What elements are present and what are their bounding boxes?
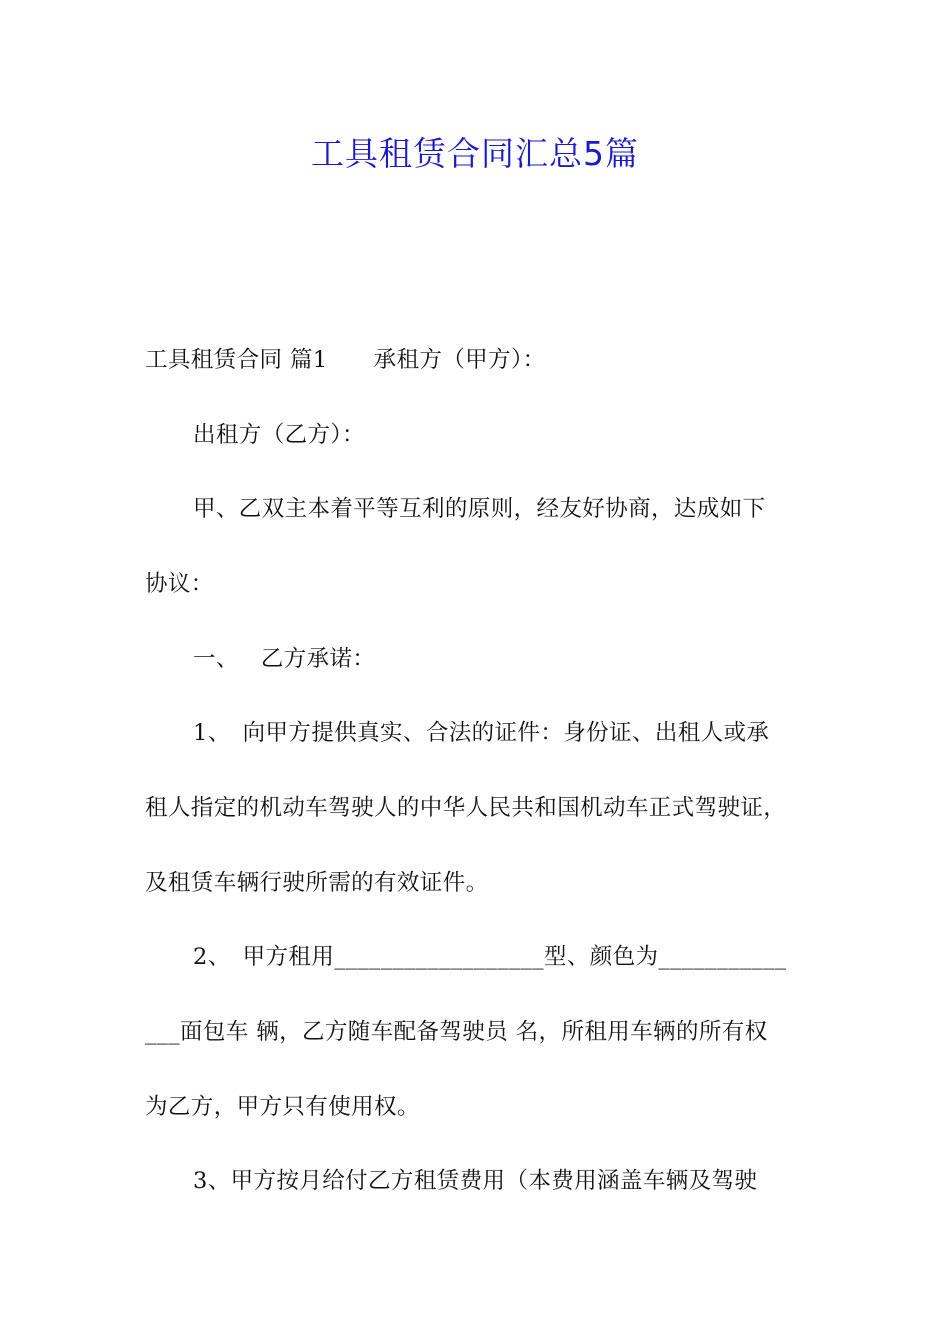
clause-number: 一、 xyxy=(193,646,239,672)
paragraph-line: 3、甲方按月给付乙方租赁费用（本费用涵盖车辆及驾驶 xyxy=(193,1168,758,1194)
paragraph-line: ___面包车 辆，乙方随车配备驾驶员 名，所租用车辆的所有权 xyxy=(145,1019,768,1045)
item-text: 向甲方提供真实、合法的证件：身份证、出租人或承 xyxy=(242,720,770,746)
lessor-label: 出租方（乙方）： xyxy=(193,422,365,448)
paragraph-line xyxy=(145,346,546,374)
paragraph-line: 协议： xyxy=(145,571,214,597)
item-text: 甲方租用__________________型、颜色为___________ xyxy=(242,944,787,970)
paragraph-line xyxy=(193,943,787,971)
paragraph-line xyxy=(193,719,769,747)
lessee-label: 承租方（甲方）： xyxy=(373,347,546,373)
paragraph-line: 为乙方，甲方只有使用权。 xyxy=(145,1094,420,1120)
paragraph-line: 租人指定的机动车驾驶人的中华人民共和国机动车正式驾驶证， xyxy=(145,795,787,821)
clause-heading xyxy=(193,645,375,673)
section-heading: 工具租赁合同 篇1 xyxy=(145,347,328,373)
paragraph-line: 甲、乙双主本着平等互利的原则，经友好协商，达成如下 xyxy=(193,496,766,522)
item-number: 1、 xyxy=(193,720,231,746)
item-number: 2、 xyxy=(193,944,231,970)
document-title: 工具租赁合同汇总5篇 xyxy=(311,134,639,173)
clause-title: 乙方承诺： xyxy=(260,646,376,672)
paragraph-line: 及租赁车辆行驶所需的有效证件。 xyxy=(145,870,489,896)
